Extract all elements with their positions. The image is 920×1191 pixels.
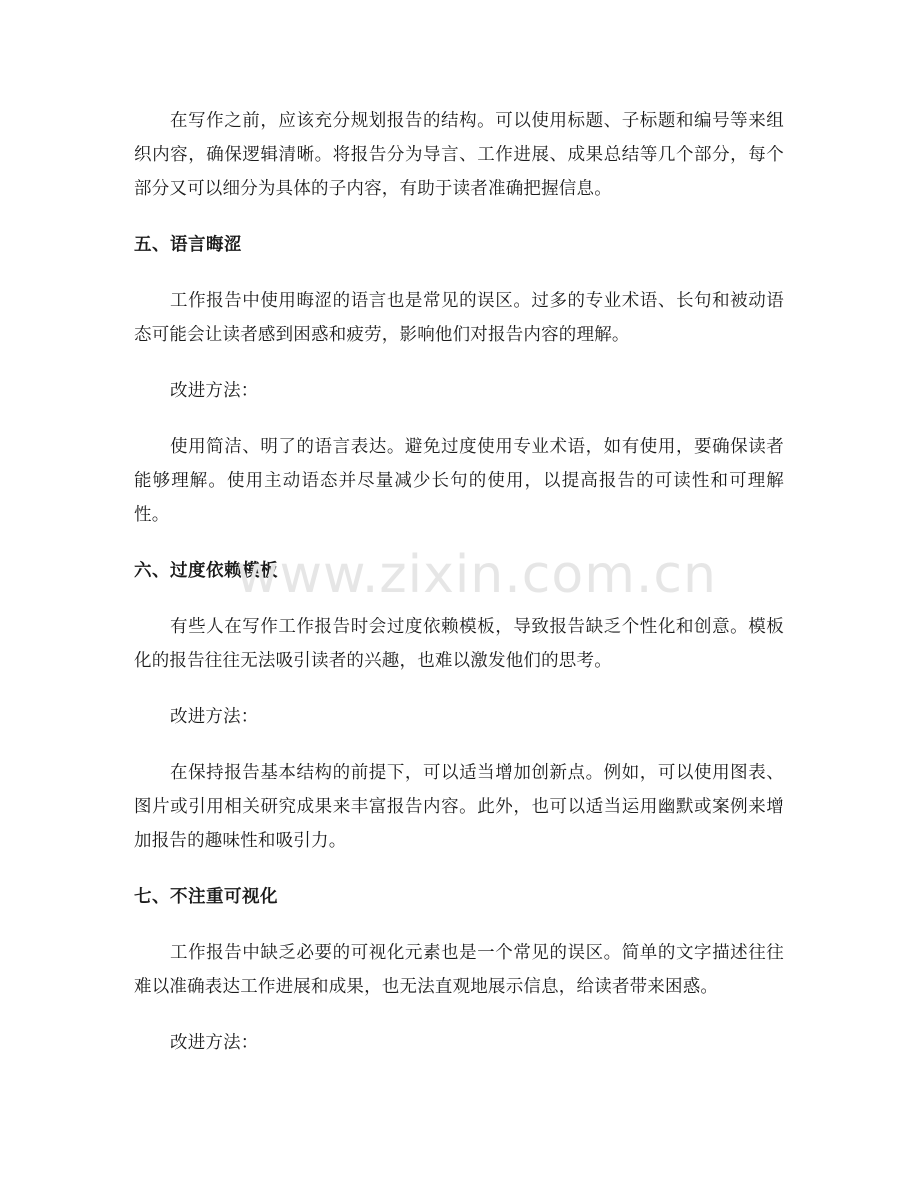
paragraph-improvement-5: 使用简洁、明了的语言表达。避免过度使用专业术语，如有使用，要确保读者能够理解。使用主动语态并尽量减少长句的使用，以提高报告的可读性和可理解性。	[134, 437, 784, 525]
section-heading-5: 五、语言晦涩	[134, 235, 242, 255]
paragraph-template-reliance: 有些人在写作工作报告时会过度依赖模板，导致报告缺乏个性化和创意。模板化的报告往往无法吸引读者的兴趣，也难以激发他们的思考。	[134, 617, 784, 671]
paragraph-improvement-6: 在保持报告基本结构的前提下，可以适当增加创新点。例如，可以使用图表、图片或引用相关研究成果来丰富报告内容。此外，也可以适当运用幽默或案例来增加报告的趣味性和吸引力。	[134, 763, 784, 851]
section-heading-6: 六、过度依赖模板	[134, 561, 278, 581]
paragraph-obscure-language: 工作报告中使用晦涩的语言也是常见的误区。过多的专业术语、长句和被动语态可能会让读者感到困惑和疲劳，影响他们对报告内容的理解。	[134, 291, 784, 345]
paragraph-visualization: 工作报告中缺乏必要的可视化元素也是一个常见的误区。简单的文字描述往往难以准确表达工作进展和成果，也无法直观地展示信息，给读者带来困惑。	[134, 943, 784, 997]
paragraph-structure-planning: 在写作之前，应该充分规划报告的结构。可以使用标题、子标题和编号等来组织内容，确保逻辑清晰。将报告分为导言、工作进展、成果总结等几个部分，每个部分又可以细分为具体的子内容，有助于读者准确把握信息。	[134, 111, 784, 199]
section-heading-7: 七、不注重可视化	[134, 887, 278, 907]
improvement-label-5: 改进方法：	[170, 381, 259, 401]
watermark-text: www.zixin.com.cn	[236, 545, 717, 605]
improvement-label-6: 改进方法：	[170, 707, 259, 727]
improvement-label-7: 改进方法：	[170, 1033, 259, 1053]
document-body	[134, 104, 784, 1060]
